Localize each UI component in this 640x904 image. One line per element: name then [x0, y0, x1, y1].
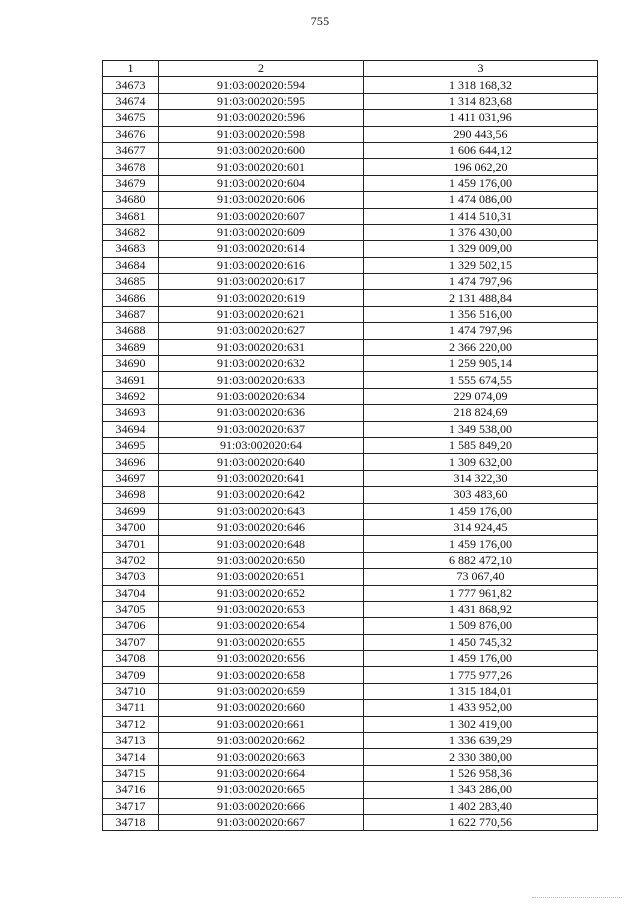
table-row [103, 733, 598, 749]
cadastral-number-cell: 91:03:002020:664 [159, 765, 364, 781]
table-row [103, 77, 598, 93]
row-number-cell: 34677 [103, 142, 159, 158]
table-row [103, 142, 598, 158]
cadastral-number-cell: 91:03:002020:594 [159, 77, 364, 93]
value-cell: 314 322,30 [364, 470, 598, 486]
table-row [103, 388, 598, 404]
table-row [103, 93, 598, 109]
cadastral-number-cell: 91:03:002020:607 [159, 208, 364, 224]
value-cell: 314 924,45 [364, 519, 598, 535]
row-number-cell: 34689 [103, 339, 159, 355]
row-number-cell: 34717 [103, 798, 159, 814]
cadastral-number-cell: 91:03:002020:646 [159, 519, 364, 535]
value-cell: 1 474 797,96 [364, 274, 598, 290]
row-number-cell: 34674 [103, 93, 159, 109]
cadastral-number-cell: 91:03:002020:600 [159, 142, 364, 158]
value-cell: 1 336 639,29 [364, 733, 598, 749]
cadastral-number-cell: 91:03:002020:666 [159, 798, 364, 814]
value-cell: 1 433 952,00 [364, 700, 598, 716]
cadastral-number-cell: 91:03:002020:640 [159, 454, 364, 470]
value-cell: 1 314 823,68 [364, 93, 598, 109]
row-number-cell: 34698 [103, 487, 159, 503]
table-row [103, 585, 598, 601]
table-body [103, 77, 598, 831]
row-number-cell: 34699 [103, 503, 159, 519]
table-row [103, 306, 598, 322]
table-row [103, 782, 598, 798]
value-cell: 2 366 220,00 [364, 339, 598, 355]
row-number-cell: 34705 [103, 601, 159, 617]
cadastral-number-cell: 91:03:002020:637 [159, 421, 364, 437]
value-cell: 1 459 176,00 [364, 503, 598, 519]
row-number-cell: 34673 [103, 77, 159, 93]
table-row [103, 208, 598, 224]
row-number-cell: 34692 [103, 388, 159, 404]
table-row [103, 290, 598, 306]
row-number-cell: 34713 [103, 733, 159, 749]
cadastral-number-cell: 91:03:002020:614 [159, 241, 364, 257]
row-number-cell: 34682 [103, 224, 159, 240]
row-number-cell: 34681 [103, 208, 159, 224]
cadastral-number-cell: 91:03:002020:665 [159, 782, 364, 798]
cadastral-number-cell: 91:03:002020:631 [159, 339, 364, 355]
cadastral-number-cell: 91:03:002020:655 [159, 634, 364, 650]
value-cell: 1 474 797,96 [364, 323, 598, 339]
cadastral-number-cell: 91:03:002020:609 [159, 224, 364, 240]
row-number-cell: 34678 [103, 159, 159, 175]
value-cell: 1 474 086,00 [364, 192, 598, 208]
cadastral-number-cell: 91:03:002020:617 [159, 274, 364, 290]
table-row [103, 372, 598, 388]
table-row [103, 765, 598, 781]
value-cell: 6 882 472,10 [364, 552, 598, 568]
value-cell: 1 343 286,00 [364, 782, 598, 798]
value-cell: 73 067,40 [364, 569, 598, 585]
table-row [103, 814, 598, 830]
row-number-cell: 34694 [103, 421, 159, 437]
row-number-cell: 34679 [103, 175, 159, 191]
row-number-cell: 34675 [103, 110, 159, 126]
cadastral-number-cell: 91:03:002020:632 [159, 356, 364, 372]
table-row [103, 274, 598, 290]
row-number-cell: 34709 [103, 667, 159, 683]
value-cell: 1 309 632,00 [364, 454, 598, 470]
value-cell: 1 459 176,00 [364, 175, 598, 191]
cadastral-number-cell: 91:03:002020:621 [159, 306, 364, 322]
table-row [103, 683, 598, 699]
value-cell: 1 622 770,56 [364, 814, 598, 830]
row-number-cell: 34696 [103, 454, 159, 470]
table-row [103, 634, 598, 650]
table-row [103, 601, 598, 617]
table-row [103, 405, 598, 421]
cadastral-number-cell: 91:03:002020:660 [159, 700, 364, 716]
page-number: 755 [310, 14, 330, 28]
cadastral-number-cell: 91:03:002020:616 [159, 257, 364, 273]
cadastral-number-cell: 91:03:002020:604 [159, 175, 364, 191]
table-row [103, 192, 598, 208]
cadastral-number-cell: 91:03:002020:667 [159, 814, 364, 830]
cadastral-number-cell: 91:03:002020:619 [159, 290, 364, 306]
cadastral-number-cell: 91:03:002020:651 [159, 569, 364, 585]
row-number-cell: 34703 [103, 569, 159, 585]
value-cell: 1 555 674,55 [364, 372, 598, 388]
table-row [103, 700, 598, 716]
registry-table [102, 60, 598, 831]
table-row [103, 224, 598, 240]
row-number-cell: 34683 [103, 241, 159, 257]
table-row [103, 798, 598, 814]
table-row [103, 159, 598, 175]
table-row [103, 487, 598, 503]
scan-artifact [532, 897, 622, 900]
header-row [103, 61, 598, 77]
row-number-cell: 34714 [103, 749, 159, 765]
row-number-cell: 34690 [103, 356, 159, 372]
header-col-2: 2 [159, 61, 364, 77]
value-cell: 1 585 849,20 [364, 437, 598, 453]
row-number-cell: 34684 [103, 257, 159, 273]
row-number-cell: 34718 [103, 814, 159, 830]
cadastral-number-cell: 91:03:002020:601 [159, 159, 364, 175]
cadastral-number-cell: 91:03:002020:648 [159, 536, 364, 552]
row-number-cell: 34701 [103, 536, 159, 552]
row-number-cell: 34700 [103, 519, 159, 535]
table-row [103, 175, 598, 191]
cadastral-number-cell: 91:03:002020:627 [159, 323, 364, 339]
table-row [103, 323, 598, 339]
row-number-cell: 34688 [103, 323, 159, 339]
cadastral-number-cell: 91:03:002020:595 [159, 93, 364, 109]
table-row [103, 519, 598, 535]
value-cell: 1 526 958,36 [364, 765, 598, 781]
cadastral-number-cell: 91:03:002020:641 [159, 470, 364, 486]
cadastral-number-cell: 91:03:002020:633 [159, 372, 364, 388]
cadastral-number-cell: 91:03:002020:642 [159, 487, 364, 503]
cadastral-number-cell: 91:03:002020:650 [159, 552, 364, 568]
cadastral-number-cell: 91:03:002020:636 [159, 405, 364, 421]
value-cell: 1 259 905,14 [364, 356, 598, 372]
value-cell: 1 356 516,00 [364, 306, 598, 322]
table-row [103, 503, 598, 519]
cadastral-number-cell: 91:03:002020:654 [159, 618, 364, 634]
table-row [103, 536, 598, 552]
row-number-cell: 34712 [103, 716, 159, 732]
row-number-cell: 34716 [103, 782, 159, 798]
cadastral-number-cell: 91:03:002020:659 [159, 683, 364, 699]
value-cell: 1 450 745,32 [364, 634, 598, 650]
table-row [103, 126, 598, 142]
value-cell: 1 414 510,31 [364, 208, 598, 224]
row-number-cell: 34702 [103, 552, 159, 568]
value-cell: 218 824,69 [364, 405, 598, 421]
cadastral-number-cell: 91:03:002020:598 [159, 126, 364, 142]
value-cell: 1 509 876,00 [364, 618, 598, 634]
table-row [103, 454, 598, 470]
row-number-cell: 34710 [103, 683, 159, 699]
row-number-cell: 34695 [103, 437, 159, 453]
row-number-cell: 34680 [103, 192, 159, 208]
header-col-1: 1 [103, 61, 159, 77]
cadastral-number-cell: 91:03:002020:656 [159, 651, 364, 667]
value-cell: 1 459 176,00 [364, 651, 598, 667]
table-header [103, 61, 598, 77]
table-row [103, 241, 598, 257]
value-cell: 2 330 380,00 [364, 749, 598, 765]
value-cell: 1 402 283,40 [364, 798, 598, 814]
cadastral-number-cell: 91:03:002020:663 [159, 749, 364, 765]
row-number-cell: 34676 [103, 126, 159, 142]
value-cell: 1 318 168,32 [364, 77, 598, 93]
row-number-cell: 34686 [103, 290, 159, 306]
table-row [103, 716, 598, 732]
value-cell: 1 459 176,00 [364, 536, 598, 552]
table-row [103, 667, 598, 683]
row-number-cell: 34708 [103, 651, 159, 667]
cadastral-number-cell: 91:03:002020:596 [159, 110, 364, 126]
cadastral-number-cell: 91:03:002020:653 [159, 601, 364, 617]
table-row [103, 618, 598, 634]
value-cell: 1 775 977,26 [364, 667, 598, 683]
row-number-cell: 34711 [103, 700, 159, 716]
cadastral-number-cell: 91:03:002020:652 [159, 585, 364, 601]
row-number-cell: 34715 [103, 765, 159, 781]
cadastral-number-cell: 91:03:002020:606 [159, 192, 364, 208]
cadastral-number-cell: 91:03:002020:661 [159, 716, 364, 732]
row-number-cell: 34691 [103, 372, 159, 388]
value-cell: 1 349 538,00 [364, 421, 598, 437]
table-row [103, 421, 598, 437]
row-number-cell: 34707 [103, 634, 159, 650]
value-cell: 1 411 031,96 [364, 110, 598, 126]
table-row [103, 437, 598, 453]
table-row [103, 257, 598, 273]
value-cell: 290 443,56 [364, 126, 598, 142]
table-row [103, 356, 598, 372]
value-cell: 303 483,60 [364, 487, 598, 503]
value-cell: 1 315 184,01 [364, 683, 598, 699]
value-cell: 2 131 488,84 [364, 290, 598, 306]
value-cell: 229 074,09 [364, 388, 598, 404]
cadastral-number-cell: 91:03:002020:658 [159, 667, 364, 683]
cadastral-number-cell: 91:03:002020:634 [159, 388, 364, 404]
value-cell: 1 431 868,92 [364, 601, 598, 617]
table-row [103, 339, 598, 355]
value-cell: 196 062,20 [364, 159, 598, 175]
cadastral-number-cell: 91:03:002020:64 [159, 437, 364, 453]
cadastral-number-cell: 91:03:002020:643 [159, 503, 364, 519]
value-cell: 1 329 009,00 [364, 241, 598, 257]
value-cell: 1 606 644,12 [364, 142, 598, 158]
table-row [103, 470, 598, 486]
table-row [103, 110, 598, 126]
table-row [103, 569, 598, 585]
row-number-cell: 34704 [103, 585, 159, 601]
table-row [103, 552, 598, 568]
value-cell: 1 777 961,82 [364, 585, 598, 601]
row-number-cell: 34706 [103, 618, 159, 634]
value-cell: 1 376 430,00 [364, 224, 598, 240]
value-cell: 1 302 419,00 [364, 716, 598, 732]
row-number-cell: 34687 [103, 306, 159, 322]
cadastral-number-cell: 91:03:002020:662 [159, 733, 364, 749]
row-number-cell: 34685 [103, 274, 159, 290]
row-number-cell: 34697 [103, 470, 159, 486]
header-col-3: 3 [364, 61, 598, 77]
table-row [103, 749, 598, 765]
row-number-cell: 34693 [103, 405, 159, 421]
value-cell: 1 329 502,15 [364, 257, 598, 273]
table-row [103, 651, 598, 667]
